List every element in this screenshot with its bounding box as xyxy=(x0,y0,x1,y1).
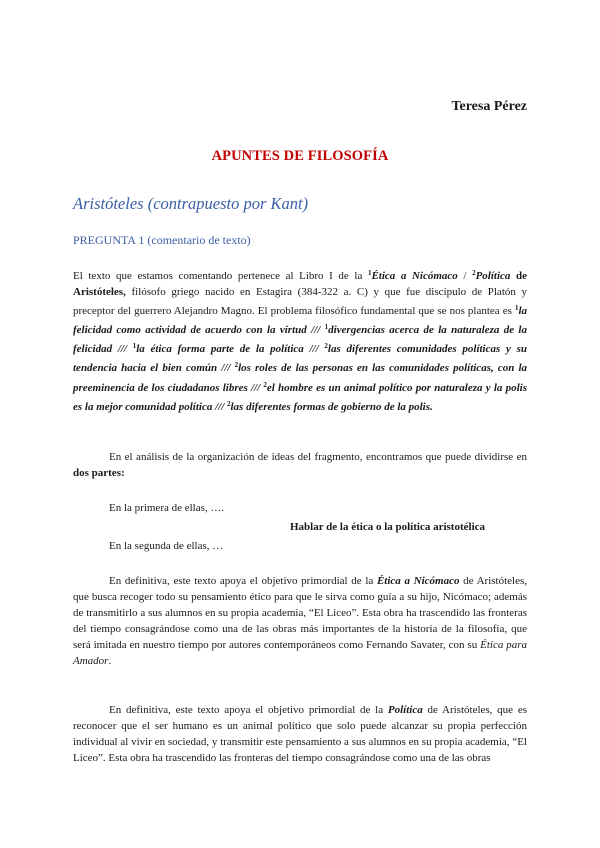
theme-item: el hombre es un animal político por naturaleza y la polis es la mejor comunidad política /// xyxy=(73,381,527,413)
conclusion-text: En definitiva, este texto apoya el objetivo primordial de la xyxy=(109,575,377,587)
analysis-bold: dos partes: xyxy=(73,467,125,480)
author-reference: Aristóteles, xyxy=(73,286,126,299)
second-part-line: En la segunda de ellas, … xyxy=(109,540,224,552)
theme-item: la ética forma parte de la política /// xyxy=(136,343,325,356)
intro-text: filósofo griego nacido en Estagira (384-322 a. C) y que fue discípulo de Platón y preceptor del guerrero Alejandro Magno. El problema filosófico fundamental que se nos plantea es xyxy=(73,286,527,318)
footnote-mark: 2 xyxy=(324,342,328,351)
book-title: Ética a Nicómaco xyxy=(371,270,458,282)
footnote-mark: 1 xyxy=(367,269,372,277)
conclusion-text: de Aristóteles, que busca recoger todo su pensamiento ético para que le sirva como guía a su hijo, Nicómaco; además de transmitirlo a sus alumnos en su propia academia, “El Liceo”. Esta obra ha trascendido las fronteras del tiempo consagrándose como una de las obras más importantes de la historia de la filosofía, que será imitada en nuestro tiempo por autores contemporáneos como Fernando Savater, con su xyxy=(73,575,527,652)
separator: / xyxy=(457,270,473,282)
analysis-text: En el análisis de la organización de ideas del fragmento, encontramos que puede dividirse en xyxy=(109,451,527,463)
book-title: Ética para Amador xyxy=(73,639,527,668)
theme-item: las diferentes formas de gobierno de la polis. xyxy=(230,400,433,413)
center-heading: Hablar de la ética o la política aristotélica xyxy=(290,521,486,533)
theme-item: divergencias acerca de la naturaleza de la felicidad /// xyxy=(73,324,527,356)
theme-item: las diferentes comunidades políticas y su tendencia hacia el bien común /// xyxy=(73,343,528,375)
conclusion-text: En definitiva, este texto apoya el objetivo primordial de la xyxy=(109,704,388,716)
author-name: Teresa Pérez xyxy=(451,99,527,114)
footnote-mark: 1 xyxy=(514,304,519,313)
footnote-mark: 2 xyxy=(227,399,231,408)
conclusion-text: . xyxy=(108,655,112,668)
conclusion-text: de Aristóteles, que es reconocer que el ser humano es un animal político que solo puede alcanzar su propia perfección individual al vivir en sociedad, y transmitir este pensamiento a sus alumnos en su propia academia, “El Liceo”. Esta obra ha trascendido las fronteras del tiempo consagrándose como una de las obras xyxy=(73,704,527,765)
footnote-mark: 2 xyxy=(234,361,239,370)
document-title: APUNTES DE FILOSOFÍA xyxy=(211,148,389,164)
book-title: Ética a Nicómaco xyxy=(376,575,460,587)
connector: de xyxy=(510,270,528,282)
first-part-line: En la primera de ellas, …. xyxy=(109,502,225,514)
footnote-mark: 2 xyxy=(472,269,476,277)
book-title: Política xyxy=(475,270,511,282)
theme-item: los roles de las personas en las comunidades políticas, con la preeminencia de los ciudadanos libres /// xyxy=(73,362,527,394)
conclusion-paragraph-1 xyxy=(73,573,527,670)
theme-item: la felicidad como actividad de acuerdo con la virtud /// xyxy=(73,305,527,337)
intro-paragraph xyxy=(73,265,527,415)
footnote-mark: 1 xyxy=(132,342,137,351)
intro-text: El texto que estamos comentando pertenece al Libro I de la xyxy=(73,270,368,282)
conclusion-paragraph-2 xyxy=(73,702,527,766)
footnote-mark: 2 xyxy=(263,380,267,389)
footnote-mark: 1 xyxy=(324,323,329,332)
question-heading: PREGUNTA 1 (comentario de texto) xyxy=(73,233,251,247)
section-subtitle: Aristóteles (contrapuesto por Kant) xyxy=(73,194,309,213)
book-title: Política xyxy=(387,704,423,716)
analysis-paragraph xyxy=(73,449,527,481)
